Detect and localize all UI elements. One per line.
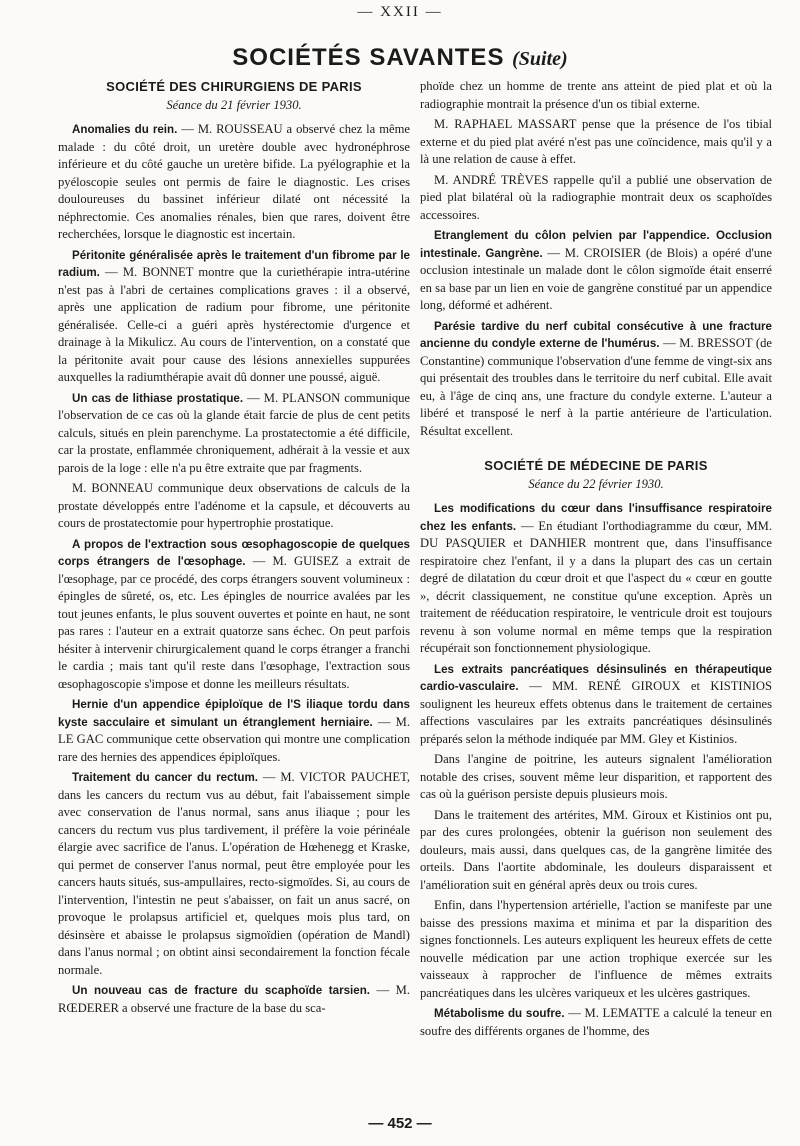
article-text: — M. BRESSOT (de Constantine) communique l'observation d'une femme de vingt-six ans qui présentait des troubles dans le territoire du nerf cubital. Elle avait eu, à l'âge de cinq ans, une fracture du condyle externe. L'auteur a libéré et transposé le nerf à la partie antérieure de l'articulation. Résultat excellent. xyxy=(420,336,772,438)
article-lithiase xyxy=(58,390,410,478)
article-angine xyxy=(420,751,772,804)
page-number-bottom: — 452 — xyxy=(368,1115,432,1132)
article-scaphoide-continued xyxy=(420,78,772,113)
article-title: Etranglement du côlon pelvien par l'appendice. Occlusion intestinale. Gangrène. xyxy=(420,229,772,260)
article-text: — M. LE GAC communique cette observation qui montre une complication rare des hernies des appendices épiploïques. xyxy=(58,714,410,764)
article-hypertension xyxy=(420,897,772,1002)
article-title: Hernie d'un appendice épiploïque de l'S iliaque tordu dans kyste sacculaire et simulant un étranglement herniaire. xyxy=(58,698,410,729)
article-title: Traitement du cancer du rectum. xyxy=(72,771,259,784)
article-extraits-pancreatiques xyxy=(420,661,772,749)
article-title: Péritonite généralisée après le traitement d'un fibrome par le radium. xyxy=(58,248,410,279)
article-text: — M. VICTOR PAUCHET, dans les cancers du rectum vus au début, fait l'abaissement simple avec conservation de l'anus normal, sans anus iliaque ; pour les cancers du rectum vus plus tardivement, il préfère la voie périnéale élargie avec sacrifice de l'anus. L'opération de Hœhenegg et Kraske, qui permet de conserver l'anus normal, peut être employée pour les cancers hauts situés, sus-ampullaires, recto-sigmoïdes. Si, au cours de l'intervention, l'intestin ne peut s'abaisser, on fait un anus sacré, on provoque le prolapsus artificiel et, quelques mois plus tard, on désinsère et abaisse le prolapsus sigmoïdien (opération de Mandl) dans l'anus normal ; on obtint ainsi secondairement la fonction fécale normale. xyxy=(58,770,410,977)
session-date-right: Séance du 22 février 1930. xyxy=(528,476,664,491)
article-anomalies-rein xyxy=(58,121,410,244)
article-text: M. ANDRÉ TRÈVES rappelle qu'il a publié une observation de pied plat bilatéral où la radiographie montrait deux os scaphoïdes accessoires. xyxy=(420,172,772,222)
article-text: Dans le traitement des artérites, MM. Giroux et Kistinios ont pu, par des cures prolongées, obtenir la guérison non seulement des douleurs, mais aussi, dans quelques cas, de la gangrène limitée des orteils. Dans l'aortite abdominale, les douleurs disparaissent et l'amélioration suit en général après deux ou trois cures. xyxy=(420,807,772,892)
article-title: Anomalies du rein. xyxy=(72,123,178,136)
article-text: — En étudiant l'orthodiagramme du cœur, MM. DU PASQUIER et DANHIER montrent que, dans l'insuffisance respiratoire chez l'enfant, il y a dans la plupart des cas un certain degré de dilatation du cœur droit et que l'aspect du « cœur en goutte », décrit classiquement, ne constitue qu'une exception. Après un traitement de rééducation respiratoire, le ventricule droit est toujours revenu à son volume normal en même temps que la respiration récupérait son fonctionnement physiologique. xyxy=(420,518,772,655)
article-cancer-rectum xyxy=(58,769,410,979)
article-title: Un cas de lithiase prostatique. xyxy=(72,391,244,405)
article-text: — M. RŒDERER a observé une fracture de la base du sca- xyxy=(58,983,410,1015)
page-title-main: SOCIÉTÉS SAVANTES xyxy=(232,44,505,71)
article-text: M. BONNEAU communique deux observations de calculs de la prostate développés entre l'adénome et la capsule, et découverts au cours de prostatectomie pour hypertrophie prostatique. xyxy=(58,481,410,530)
article-text: M. RAPHAEL MASSART pense que la présence de l'os tibial externe et du pied plat avéré n'est pas une coïncidence, mais qu'il y a là une relation de cause à effet. xyxy=(420,117,772,166)
article-text: — M. LEMATTE a calculé la teneur en soufre des différents organes de l'homme, des xyxy=(420,1006,772,1038)
article-text: — M. GUISEZ a extrait de l'œsophage, par ce procédé, des corps étrangers souvent volumineux : épingles de sûreté, os, etc. Les épingles de nourrice avalées par les tout jeunes enfants, le plus souvent ouvertes et pointe en haut, ne sont pas rares : l'auteur en a extrait quatorze sans échec. On peut parfois hésiter à intervenir chirurgicalement quand le corps étranger a franchi le cardia ; mais tant qu'il reste dans l'œsophage, l'extraction sous œsophagoscopie s'impose et donne les meilleurs résultats. xyxy=(58,554,410,691)
article-title: Parésie tardive du nerf cubital consécutive à une fracture ancienne du condyle externe de l'humérus. xyxy=(420,319,772,350)
article-text: — M. CROISIER (de Blois) a opéré d'une occlusion intestinale un malade dont le côlon sigmoïde était enserré en sa base par un lien en voie de gangrène constitué par un appendice long, déformé et adhérent. xyxy=(420,245,772,312)
article-peritonite xyxy=(58,247,410,387)
page-title-suite: (Suite) xyxy=(512,48,568,70)
article-bonneau xyxy=(58,480,410,533)
article-massart xyxy=(420,116,772,169)
article-treves xyxy=(420,172,772,225)
article-title: Les modifications du cœur dans l'insuffisance respiratoire chez les enfants. xyxy=(420,502,772,533)
article-etranglement-colon xyxy=(420,227,772,315)
article-title: Les extraits pancréatiques désinsulinés en thérapeutique cardio-vasculaire. xyxy=(420,662,772,693)
society-title-chirurgiens: SOCIÉTÉ DES CHIRURGIENS DE PARIS xyxy=(106,79,362,94)
article-oesophage xyxy=(58,536,410,694)
article-text: — M. ROUSSEAU a observé chez la même malade : du côté droit, un uretère double avec hydronéphrose inférieure et du côté gauche un uretère bifide. La pyélographie et la pyéloscopie seules ont permis de faire le diagnostic. Les crises douloureuses du bassinet inférieur dilaté ont nécessité la néphrectomie. Ces anomalies rénales, bien que rares, doivent être recherchées, lorsque le diagnostic est incertain. xyxy=(58,122,410,241)
article-text: — M. BONNET montre que la curiethérapie intra-utérine n'est pas à l'abri de certaines complications graves : il a observé, après une application de radium pour fibrome, une péritonite généralisée. Celle-ci a guéri après hystérectomie d'urgence et drainage à la Mikulicz. Au cours de l'intervention, on a constaté que la péritonite avait pour cause des lésions annexielles suppurées auxquelles la radiumthérapie avait dû donner une poussé, aiguë. xyxy=(58,265,410,384)
article-title: Métabolisme du soufre. xyxy=(434,1007,565,1020)
article-paresie-cubital xyxy=(420,318,772,441)
article-text: phoïde chez un homme de trente ans atteint de pied plat et où la radiographie montrait la présence d'un os tibial externe. xyxy=(420,79,772,111)
article-text: Dans l'angine de poitrine, les auteurs signalent l'amélioration notable des crises, souvent même leur disparition, et rapportent des cas où la guérison persiste depuis plusieurs mois. xyxy=(420,752,772,801)
page-number-top: — XXII — xyxy=(357,4,443,20)
article-hernie xyxy=(58,696,410,766)
article-text: Enfin, dans l'hypertension artérielle, l'action se manifeste par une baisse des pressions maxima et minima et par la disparition des signes fonctionnels. Les auteurs expliquent les heureux effets de cette nouvelle médication par une action trophique exercée sur les vaisseaux à rapprocher de l'influence de mêmes extraits pancréatiques dans les ulcères variqueux et les ulcères gastriques. xyxy=(420,898,772,1000)
article-metabolisme-soufre xyxy=(420,1005,772,1040)
session-date-left: Séance du 21 février 1930. xyxy=(166,97,302,112)
article-text: — MM. RENÉ GIROUX et KISTINIOS soulignent les heureux effets obtenus dans le traitement de certaines affections vasculaires par les extraits pancréatiques désinsulinés préparés selon la méthode indiquée par MM. Gley et Kistinios. xyxy=(420,679,772,746)
article-coeur-enfants xyxy=(420,500,772,658)
article-title: A propos de l'extraction sous œsophagoscopie de quelques corps étrangers de l'œsophage. xyxy=(58,537,410,568)
article-scaphoide xyxy=(58,982,410,1017)
left-column xyxy=(58,78,410,1020)
article-title: Un nouveau cas de fracture du scaphoïde tarsien. xyxy=(72,984,371,997)
right-column xyxy=(420,78,772,1043)
society-title-medecine: SOCIÉTÉ DE MÉDECINE DE PARIS xyxy=(484,458,708,473)
article-arterites xyxy=(420,807,772,895)
article-text: — M. PLANSON communique l'observation de ce cas où la glande était farcie de plus de cent petits calculs, situés en plein parenchyme. La prostatectomie a été difficile, car la prostate, enflammée chroniquement, adhérait à la vessie et aux parois de la loge : elle n'a pu être extraite que par fragments. xyxy=(58,390,411,475)
page-title xyxy=(0,44,800,72)
